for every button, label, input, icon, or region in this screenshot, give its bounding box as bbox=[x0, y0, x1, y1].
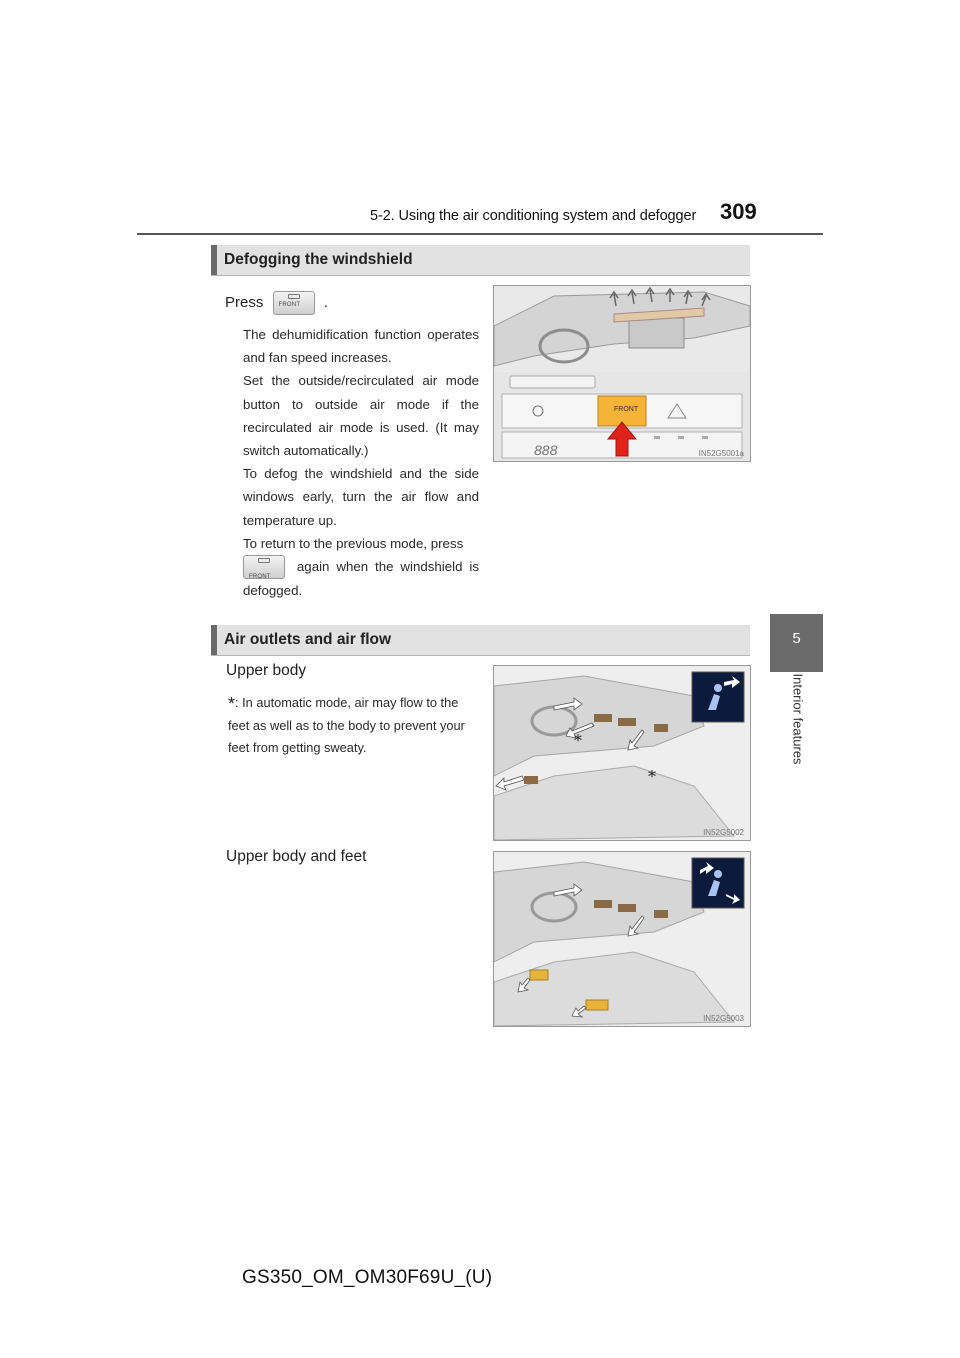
paragraph: Set the outside/recirculated air mode button to outside air mode if the recirculated air mode is used. (It may switch automatically.) bbox=[243, 373, 479, 459]
paragraph: To defog the windshield and the side windows early, turn the air flow and temperature up. bbox=[243, 466, 479, 528]
section-accent bbox=[211, 625, 217, 655]
footnote-text: : In automatic mode, air may flow to the feet as well as to the body to prevent your feet from getting sweaty. bbox=[228, 695, 465, 755]
paragraph: To return to the previous mode, press bbox=[243, 535, 464, 551]
chapter-tab bbox=[770, 614, 823, 672]
figure-code: IN52G5002 bbox=[703, 828, 744, 837]
cabin-illustration bbox=[494, 666, 750, 840]
defog-description bbox=[243, 323, 479, 555]
press-label: Press bbox=[225, 293, 264, 311]
front-defroster-button-icon: FRONT bbox=[273, 291, 315, 315]
dashboard-illustration bbox=[494, 286, 750, 461]
chapter-label: Interior features bbox=[790, 673, 806, 765]
chapter-label-box bbox=[788, 673, 808, 786]
temperature-display: 888 bbox=[534, 442, 558, 458]
paragraph: The dehumidification function operates and fan speed increases. bbox=[243, 327, 479, 366]
figure-code: IN52G5001a bbox=[698, 449, 744, 458]
section-heading-air-outlets bbox=[211, 625, 750, 656]
header-rule bbox=[137, 233, 823, 235]
press-period: . bbox=[323, 293, 328, 311]
figure-defroster-panel bbox=[493, 285, 751, 462]
front-defroster-button-icon: FRONT bbox=[243, 555, 285, 579]
figure-upper-body-airflow bbox=[493, 665, 751, 841]
chapter-number: 5 bbox=[792, 630, 801, 647]
section-heading-label: Air outlets and air flow bbox=[224, 631, 392, 648]
model-code-footer: GS350_OM_OM30F69U_(U) bbox=[242, 1267, 493, 1288]
running-header: 5-2. Using the air conditioning system and defogger bbox=[370, 208, 697, 224]
svg-text:*: * bbox=[648, 767, 656, 786]
footnote-automatic-mode bbox=[228, 692, 480, 759]
figure-upper-body-feet-airflow bbox=[493, 851, 751, 1027]
section-heading-defogging bbox=[211, 245, 750, 276]
return-instruction bbox=[243, 555, 479, 603]
figure-code: IN52G5003 bbox=[703, 1014, 744, 1023]
svg-text:*: * bbox=[574, 731, 582, 750]
page-number: 309 bbox=[720, 199, 757, 224]
mode-upper-body-and-feet: Upper body and feet bbox=[226, 848, 367, 865]
mode-upper-body: Upper body bbox=[226, 662, 307, 679]
return-text: again when the windshield is defogged. bbox=[243, 559, 479, 599]
asterisk: * bbox=[228, 694, 236, 714]
front-button-text: FRONT bbox=[614, 406, 639, 413]
press-instruction bbox=[225, 291, 328, 315]
cabin-illustration bbox=[494, 852, 750, 1026]
section-accent bbox=[211, 245, 217, 275]
section-heading-label: Defogging the windshield bbox=[224, 251, 413, 268]
